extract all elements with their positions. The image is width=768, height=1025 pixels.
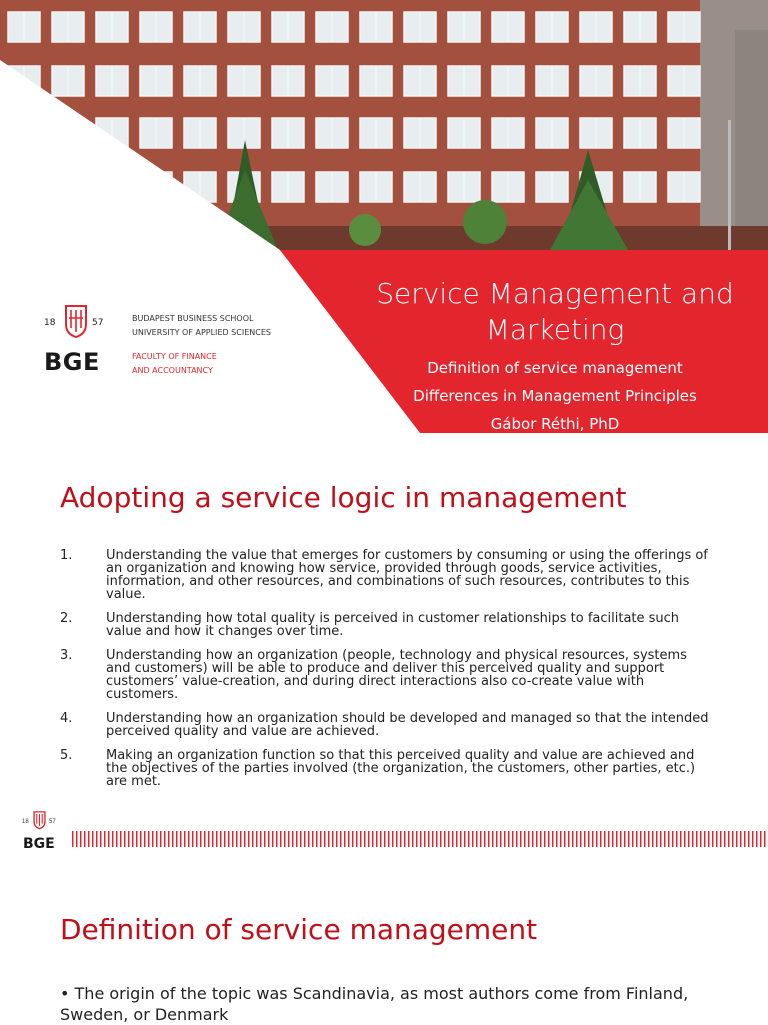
service-logic-slide	[0, 433, 768, 853]
list-item: 1. Understanding the value that emerges for customers by consuming or using the offerings of an organization and knowing how service, provided through goods, service activities, information, and other resources, and combinations of such resources, contributes to this value.	[60, 548, 708, 602]
definition-slide	[0, 853, 768, 1024]
list-item: 4. Understanding how an organization should be developed and managed so that the intended perceived quality and value are achieved.	[60, 711, 709, 739]
list-item: 5. Making an organization function so that this perceived quality and value are achieved and the objectives of the parties involved (the organization, the customers, other parties, etc.) are met.	[60, 748, 696, 789]
footer-year-right: 57	[49, 819, 56, 825]
logo-year-left: 18	[44, 318, 56, 328]
slide-title: Adopting a service logic in management	[60, 481, 627, 514]
subtitle-differences: Differences in Management Principles	[413, 387, 697, 405]
bullet-point: • The origin of the topic was Scandinavia, as most authors come from Finland, Sweden, or Denmark	[60, 984, 689, 1024]
school-line-1: BUDAPEST BUSINESS SCHOOL	[132, 314, 254, 323]
footer-crest-icon	[33, 810, 46, 830]
footer-wordmark: BGE	[23, 836, 55, 852]
school-line-2: UNIVERSITY OF APPLIED SCIENCES	[132, 328, 271, 337]
subtitle-definition: Definition of service management	[427, 359, 683, 377]
numbered-list	[60, 549, 710, 799]
footer-bge-logo	[22, 810, 62, 852]
faculty-name	[132, 350, 217, 378]
slide-title: Definition of service management	[60, 913, 538, 946]
title-slide	[0, 0, 768, 433]
list-item: 3. Understanding how an organization (people, technology and physical resources, systems and customers) will be able to produce and deliver this perceived quality and support customers’ value-creation, and during direct interactions also co-create value with customers.	[60, 648, 687, 702]
presentation-title: Service Management and Marketing	[376, 277, 734, 346]
faculty-line-2: AND ACCOUNTANCY	[132, 366, 213, 375]
logo-wordmark: BGE	[44, 348, 100, 376]
footer-year-left: 18	[22, 819, 29, 825]
crest-icon	[64, 304, 88, 338]
author-name: Gábor Réthi, PhD	[490, 415, 620, 433]
faculty-line-1: FACULTY OF FINANCE	[132, 352, 217, 361]
list-item: 2. Understanding how total quality is perceived in customer relationships to facilitate such value and how it changes over time.	[60, 611, 680, 639]
school-name	[132, 312, 271, 340]
red-stripe-bar	[72, 831, 768, 847]
logo-year-right: 57	[92, 318, 104, 328]
title-block	[340, 276, 768, 433]
